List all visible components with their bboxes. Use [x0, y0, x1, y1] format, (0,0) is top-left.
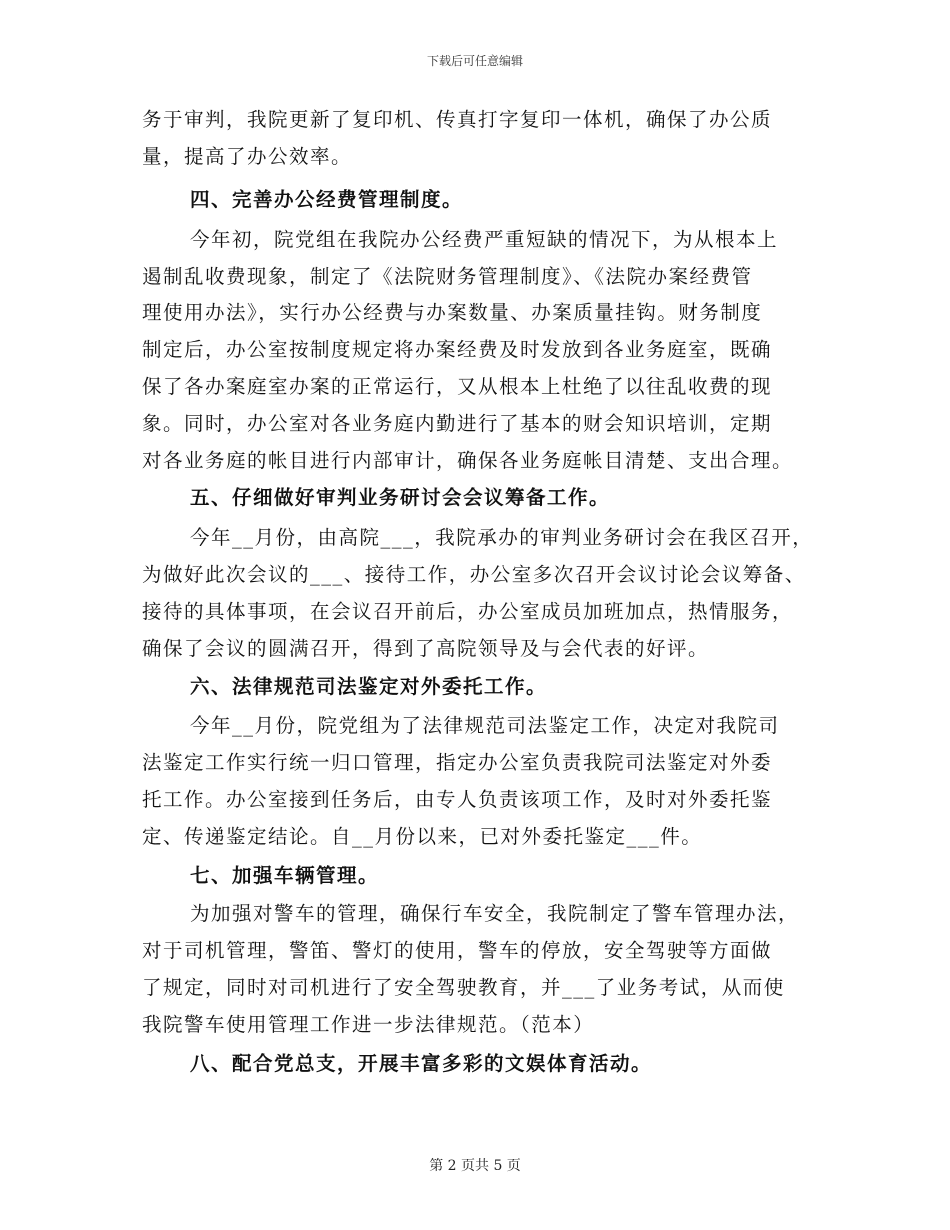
body-line: 今年初，院党组在我院办公经费严重短缺的情况下，为从根本上 — [190, 228, 779, 251]
section-heading: 八、配合党总支，开展丰富多彩的文娱体育活动。 — [190, 1052, 653, 1075]
page-footer: 第 2 页共 5 页 — [429, 1158, 521, 1174]
body-line: 对各业务庭的帐目进行内部审计，确保各业务庭帐目清楚、支出合理。 — [142, 449, 794, 472]
body-line: 务于审判，我院更新了复印机、传真打字复印一体机，确保了办公质 — [142, 108, 773, 131]
body-line: 制定后，办公室按制度规定将办案经费及时发放到各业务庭室，既确 — [142, 338, 773, 361]
body-line: 量，提高了办公效率。 — [142, 145, 353, 168]
body-line: 为做好此次会议的___、接待工作，办公室多次召开会议讨论会议筹备、 — [142, 563, 806, 586]
body-line: 理使用办法》，实行办公经费与办案数量、办案质量挂钩。财务制度 — [142, 301, 763, 324]
page-header: 下载后可任意编辑 — [426, 54, 523, 68]
body-line: 对于司机管理，警笛、警灯的使用，警车的停放，安全驾驶等方面做 — [142, 939, 773, 962]
section-heading: 五、仔细做好审判业务研讨会会议筹备工作。 — [190, 486, 611, 509]
body-line: 为加强对警车的管理，确保行车安全，我院制定了警车管理办法， — [190, 902, 800, 925]
section-heading: 四、完善办公经费管理制度。 — [190, 188, 464, 211]
body-line: 今年__月份，由高院___，我院承办的审判业务研讨会在我区召开， — [190, 526, 814, 549]
section-heading: 七、加强车辆管理。 — [190, 864, 380, 887]
section-heading: 六、法律规范司法鉴定对外委托工作。 — [190, 675, 548, 698]
body-line: 今年__月份，院党组为了法律规范司法鉴定工作，决定对我院司 — [190, 714, 780, 737]
body-line: 了规定，同时对司机进行了安全驾驶教育，并___了业务考试，从而使 — [142, 976, 785, 999]
body-line: 托工作。办公室接到任务后，由专人负责该项工作，及时对外委托鉴 — [142, 788, 773, 811]
body-line: 我院警车使用管理工作进一步法律规范。（范本） — [142, 1013, 595, 1036]
body-line: 象。同时，办公室对各业务庭内勤进行了基本的财会知识培训，定期 — [142, 412, 773, 435]
body-line: 保了各办案庭室办案的正常运行，又从根本上杜绝了以往乱收费的现 — [142, 375, 773, 398]
body-line: 法鉴定工作实行统一归口管理，指定办公室负责我院司法鉴定对外委 — [142, 751, 773, 774]
body-line: 接待的具体事项，在会议召开前后，办公室成员加班加点，热情服务， — [142, 600, 794, 623]
body-line: 定、传递鉴定结论。自__月份以来，已对外委托鉴定___件。 — [142, 825, 703, 848]
body-line: 确保了会议的圆满召开，得到了高院领导及与会代表的好评。 — [142, 637, 710, 660]
body-line: 遏制乱收费现象，制定了《法院财务管理制度》、《法院办案经费管 — [142, 265, 753, 288]
